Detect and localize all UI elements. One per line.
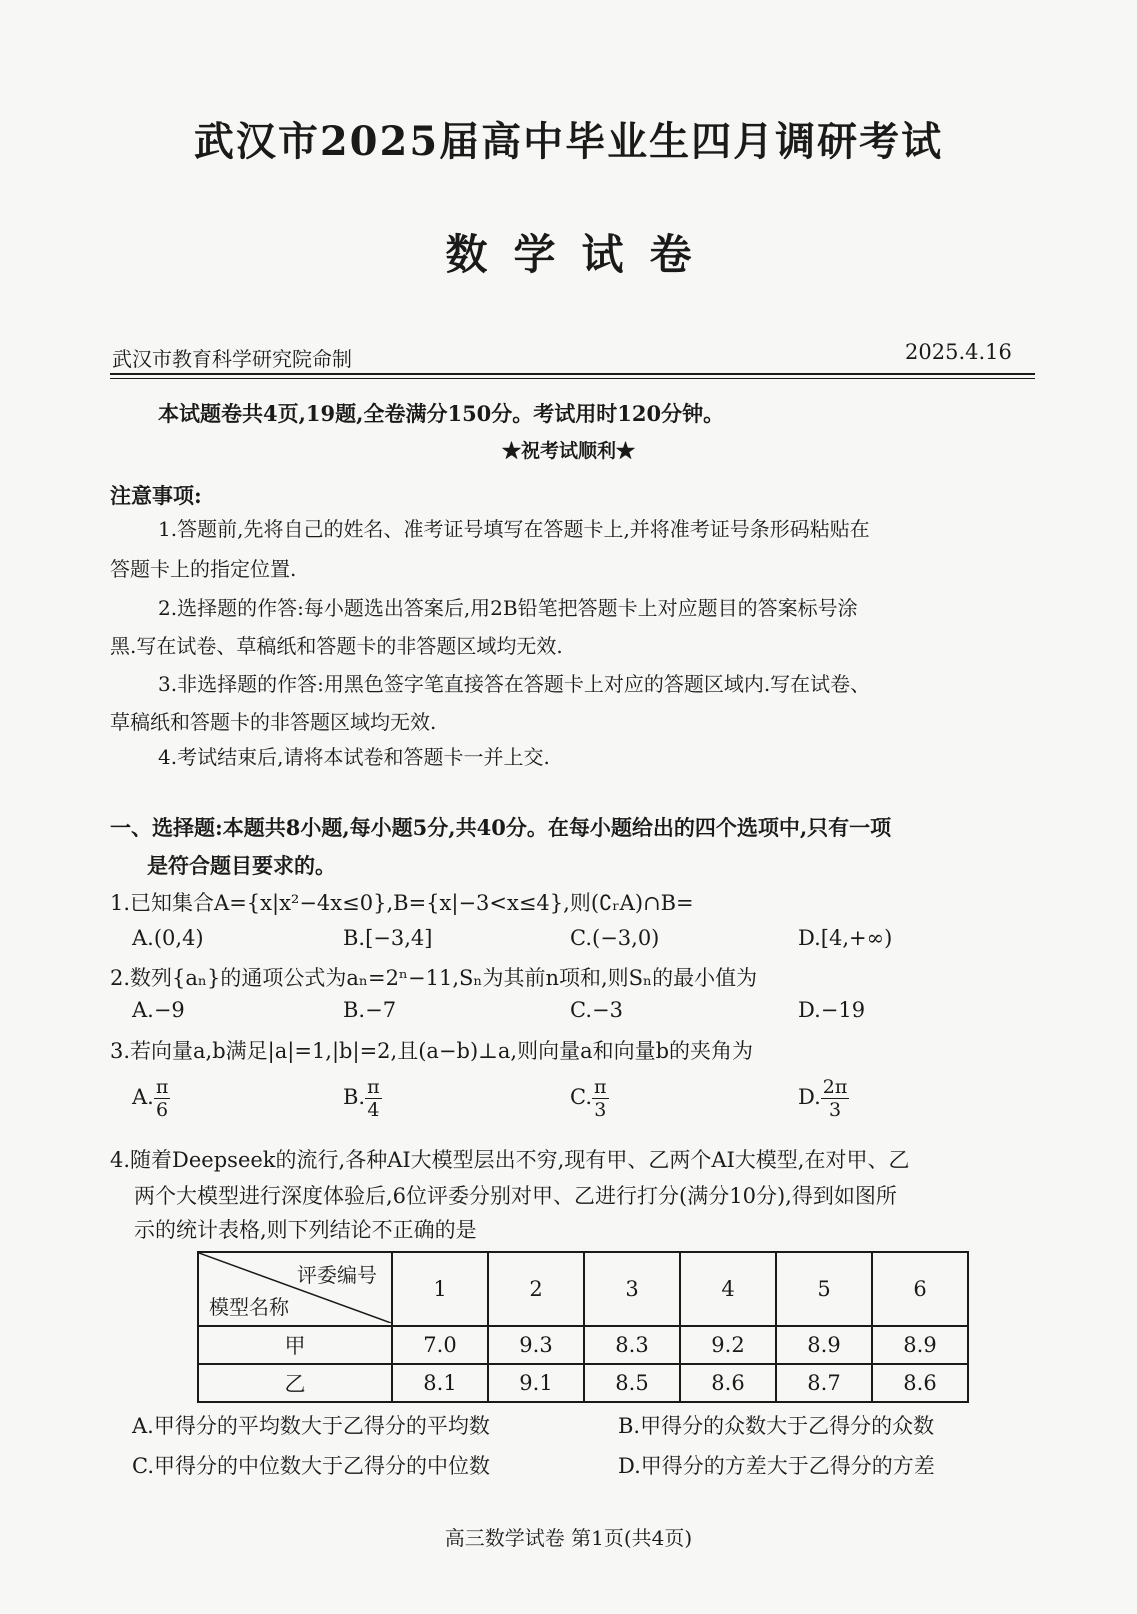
- q1-option-b: B.[−3,4]: [343, 926, 433, 950]
- exam-title: 武汉市2025届高中毕业生四月调研考试: [193, 118, 944, 165]
- option-letter: A.: [132, 1085, 154, 1109]
- note-line: 草稿纸和答题卡的非答题区域均无效.: [110, 710, 437, 734]
- q3-option-a: [132, 1076, 170, 1121]
- page-footer: 高三数学试卷 第1页(共4页): [444, 1526, 693, 1550]
- q3-option-b: [343, 1076, 382, 1121]
- section-heading-cont: 是符合题目要求的。: [147, 853, 336, 878]
- exam-info: 本试题卷共4页,19题,全卷满分150分。考试用时120分钟。: [158, 401, 725, 426]
- note-line: 4.考试结束后,请将本试卷和答题卡一并上交.: [158, 745, 550, 769]
- score-cell: 9.3: [488, 1326, 584, 1364]
- q1-option-c: C.(−3,0): [570, 926, 660, 950]
- model-name: 乙: [198, 1364, 392, 1402]
- good-luck-banner: ★祝考试顺利★: [501, 440, 635, 462]
- table-header-row: [198, 1252, 968, 1326]
- option-letter: D.: [798, 1085, 821, 1109]
- score-cell: 9.2: [680, 1326, 776, 1364]
- fraction-denominator: 4: [367, 1099, 380, 1121]
- fraction-numerator: π: [367, 1076, 380, 1098]
- notes-heading: 注意事项:: [110, 483, 202, 508]
- q2-option-b: B.−7: [343, 998, 397, 1022]
- note-line: 3.非选择题的作答:用黑色签字笔直接答在答题卡上对应的答题区域内.写在试卷、: [158, 672, 871, 696]
- score-cell: 8.9: [776, 1326, 872, 1364]
- score-cell: 8.9: [872, 1326, 968, 1364]
- table-row: [198, 1364, 968, 1402]
- table-row: [198, 1326, 968, 1364]
- note-line: 2.选择题的作答:每小题选出答案后,用2B铅笔把答题卡上对应题目的答案标号涂: [158, 596, 858, 620]
- paper-subtitle: 数学试卷: [445, 230, 718, 279]
- judge-header: 4: [680, 1252, 776, 1326]
- note-line: 答题卡上的指定位置.: [110, 557, 297, 581]
- note-line: 1.答题前,先将自己的姓名、准考证号填写在答题卡上,并将准考证号条形码粘贴在: [158, 517, 870, 541]
- q4-option-c: C.甲得分的中位数大于乙得分的中位数: [132, 1454, 490, 1478]
- judge-header: 1: [392, 1252, 488, 1326]
- q2-option-a: A.−9: [132, 998, 185, 1022]
- fraction: [592, 1076, 609, 1121]
- option-letter: C.: [570, 1085, 592, 1109]
- judge-header: 2: [488, 1252, 584, 1326]
- q1-option-a: A.(0,4): [132, 926, 204, 950]
- q3-option-d: [798, 1076, 849, 1121]
- q1-option-d: D.[4,+∞): [798, 926, 893, 950]
- corner-label-judges: 评委编号: [297, 1263, 377, 1287]
- note-line: 黑.写在试卷、草稿纸和答题卡的非答题区域均无效.: [110, 634, 563, 658]
- fraction-denominator: 6: [156, 1099, 169, 1121]
- judge-header: 6: [872, 1252, 968, 1326]
- header-divider-thin: [110, 378, 1035, 379]
- score-cell: 9.1: [488, 1364, 584, 1402]
- option-letter: B.: [343, 1085, 366, 1109]
- fraction-numerator: 2π: [822, 1076, 848, 1098]
- header-divider-thick: [110, 373, 1035, 375]
- score-table: [197, 1251, 969, 1403]
- score-cell: 8.6: [872, 1364, 968, 1402]
- judge-header: 3: [584, 1252, 680, 1326]
- issuing-organization: 武汉市教育科学研究院命制: [112, 347, 352, 371]
- model-name: 甲: [198, 1326, 392, 1364]
- q4-option-d: D.甲得分的方差大于乙得分的方差: [618, 1454, 935, 1478]
- fraction: [365, 1076, 382, 1121]
- q3-option-c: [570, 1076, 609, 1121]
- question-1-stem: 1.已知集合A={x|x²−4x≤0},B={x|−3<x≤4},则(∁ᵣA)∩B=: [110, 891, 694, 915]
- corner-label-models: 模型名称: [209, 1295, 289, 1319]
- fraction: [821, 1076, 850, 1121]
- fraction-numerator: π: [594, 1076, 607, 1098]
- q2-option-c: C.−3: [570, 998, 623, 1022]
- fraction-denominator: 3: [829, 1099, 842, 1121]
- question-4-stem-line: 两个大模型进行深度体验后,6位评委分别对甲、乙进行打分(满分10分),得到如图所: [134, 1184, 897, 1208]
- score-cell: 8.1: [392, 1364, 488, 1402]
- fraction-numerator: π: [155, 1076, 169, 1098]
- judge-header: 5: [776, 1252, 872, 1326]
- fraction-denominator: 3: [594, 1099, 607, 1121]
- score-cell: 8.6: [680, 1364, 776, 1402]
- score-cell: 7.0: [392, 1326, 488, 1364]
- exam-date: 2025.4.16: [905, 340, 1012, 364]
- fraction: [154, 1076, 171, 1121]
- question-3-stem: 3.若向量a,b满足|a|=1,|b|=2,且(a−b)⊥a,则向量a和向量b的夹角为: [110, 1039, 754, 1063]
- question-4-stem-line: 示的统计表格,则下列结论不正确的是: [134, 1218, 477, 1242]
- table-corner-cell: [198, 1252, 392, 1326]
- question-4-stem-line: 4.随着Deepseek的流行,各种AI大模型层出不穷,现有甲、乙两个AI大模型,在对甲、乙: [110, 1148, 910, 1172]
- section-heading: 一、选择题:本题共8小题,每小题5分,共40分。在每小题给出的四个选项中,只有一项: [110, 815, 892, 840]
- q4-option-b: B.甲得分的众数大于乙得分的众数: [618, 1414, 935, 1438]
- q2-option-d: D.−19: [798, 998, 866, 1022]
- score-cell: 8.3: [584, 1326, 680, 1364]
- question-2-stem: 2.数列{aₙ}的通项公式为aₙ=2ⁿ−11,Sₙ为其前n项和,则Sₙ的最小值为: [110, 966, 758, 990]
- score-cell: 8.5: [584, 1364, 680, 1402]
- q4-option-a: A.甲得分的平均数大于乙得分的平均数: [132, 1414, 490, 1438]
- score-cell: 8.7: [776, 1364, 872, 1402]
